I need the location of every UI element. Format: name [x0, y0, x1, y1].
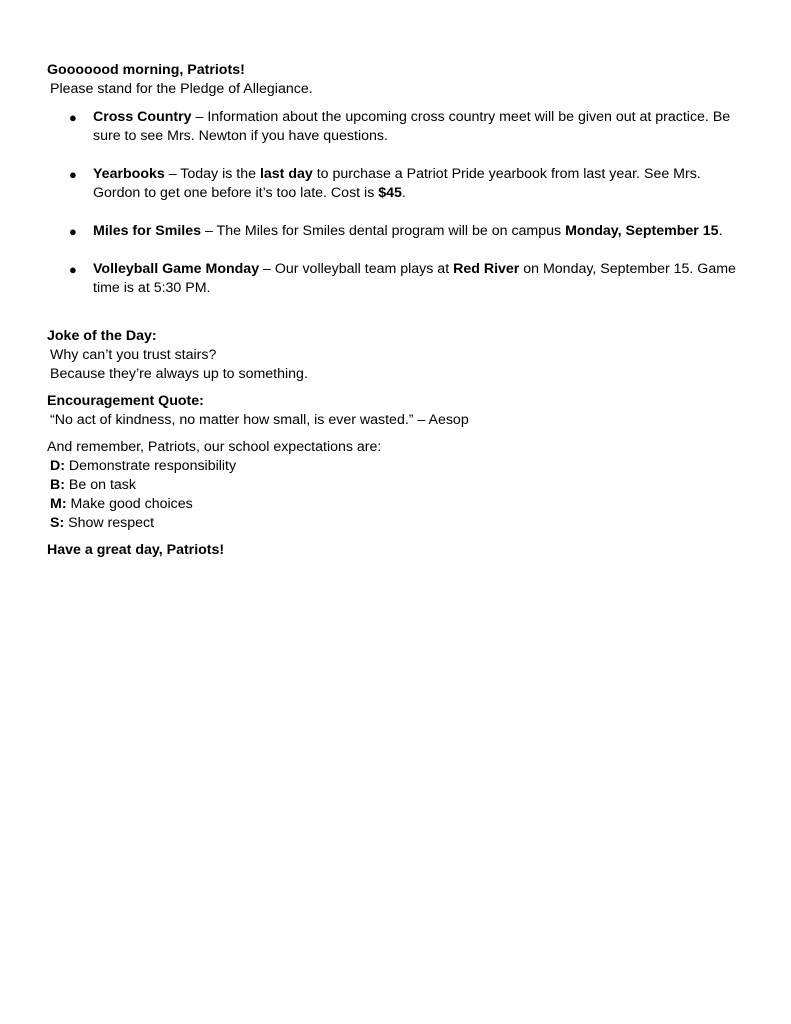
joke-question: Why can’t you trust stairs?	[50, 347, 217, 363]
bullet-icon: ●	[69, 167, 77, 182]
announcement-title: Cross Country	[93, 109, 192, 125]
expectation-item	[47, 476, 747, 495]
pledge-text: Please stand for the Pledge of Allegiance.	[50, 81, 313, 97]
quote-text: “No act of kindness, no matter how small, is ever wasted.” – Aesop	[50, 412, 469, 428]
announcement-document	[47, 61, 747, 560]
expectation-item	[47, 457, 747, 476]
bullet-icon: ●	[69, 110, 77, 125]
announcement-item	[47, 108, 745, 146]
joke-title: Joke of the Day:	[47, 328, 157, 344]
announcement-body: .	[718, 223, 723, 239]
announcement-list	[47, 108, 747, 298]
announcement-item	[47, 260, 745, 298]
announcement-price: $45	[378, 185, 402, 201]
announcement-body: – The Miles for Smiles dental program will be on campus	[201, 223, 566, 239]
quote-title: Encouragement Quote:	[47, 393, 204, 409]
announcement-title: Volleyball Game Monday	[93, 261, 260, 277]
expectation-text: Be on task	[64, 477, 136, 493]
announcement-date: Monday, September 15	[565, 223, 719, 239]
greeting-headline: Gooooood morning, Patriots!	[47, 62, 245, 78]
expectation-letter: M:	[50, 496, 67, 512]
bullet-icon: ●	[69, 262, 77, 277]
announcement-title: Yearbooks	[93, 166, 165, 182]
expectation-item	[47, 514, 747, 533]
expectation-letter: D:	[50, 458, 65, 474]
closing-text: Have a great day, Patriots!	[47, 542, 225, 558]
expectation-item	[47, 495, 747, 514]
expectation-text: Demonstrate responsibility	[64, 458, 237, 474]
expectation-letter: S:	[50, 515, 65, 531]
announcement-emphasis: last day	[259, 166, 313, 182]
expectation-text: Show respect	[64, 515, 155, 531]
announcement-body: to purchase a Patriot Pride yearbook from last year. See Mrs. Gordon to get one before it’s too late. Cost is	[93, 166, 701, 201]
expectation-text: Make good choices	[66, 496, 193, 512]
expectations-intro: And remember, Patriots, our school expectations are:	[47, 439, 382, 455]
expectation-letter: B:	[50, 477, 65, 493]
announcement-location: Red River	[453, 261, 520, 277]
announcement-body: – Our volleyball team plays at	[259, 261, 454, 277]
announcement-title: Miles for Smiles	[93, 223, 202, 239]
joke-answer: Because they’re always up to something.	[50, 366, 308, 382]
announcement-item	[47, 165, 745, 203]
announcement-body: .	[401, 185, 406, 201]
announcement-item	[47, 222, 745, 241]
announcement-body: on Monday, September 15. Game time is at 5:30 PM.	[93, 261, 736, 296]
announcement-body: – Information about the upcoming cross country meet will be given out at practice. Be sure to see Mrs. Newton if you have questions.	[93, 109, 731, 144]
bullet-icon: ●	[69, 224, 77, 239]
announcement-body: – Today is the	[164, 166, 260, 182]
